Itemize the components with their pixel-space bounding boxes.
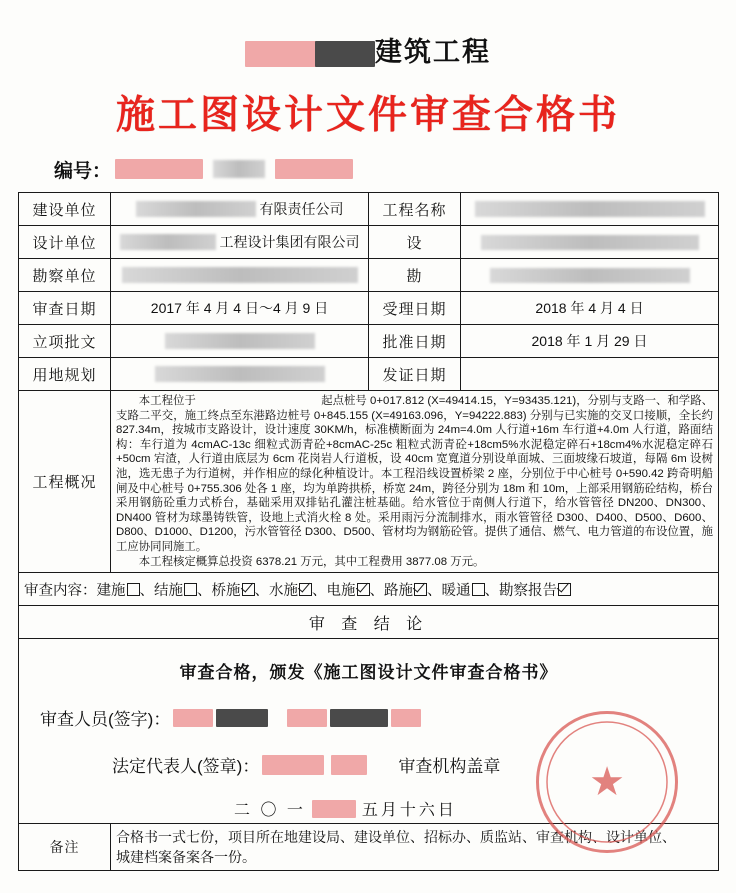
row-label-land-planning: 用地规划 <box>19 358 111 391</box>
row-value-review-date: 2017 年 4 月 4 日～4 月 9 日 <box>111 292 369 325</box>
redaction-block-signature-2 <box>216 709 268 727</box>
redaction-block <box>475 201 705 217</box>
redaction-block <box>120 234 216 250</box>
checkbox-lushi[interactable] <box>414 583 427 596</box>
row-label-survey-cert: 勘 <box>369 259 461 292</box>
row-label-project-overview: 工程概况 <box>19 391 111 573</box>
overview-paragraph-1: 本工程位于 起点桩号 0+017.812 (X=49414.15，Y=93435.121)，分别与支路一、和学路、支路二平交，施工终点至东港路边桩号 0+845.155 (X=49163.096，Y=94222.883) 分别与已实施的交叉口接顺，全长约 827.34m，按城市支路设计，设计速度 30KM/h，标准横断面为 24m=4.0m 人行道+16m 车行道+4.0m 人行道，路面结构：车行道为 4cmAC-13c 细粒式沥青砼+8cmAC-25c 粗粒式沥青砼+18cm5%水泥稳定碎石+18cm4%水泥稳定碎石+50cm 宕渣，人行道由底层为 6cm 花岗岩人行道板，设 40cm 宽寬道分别设单面城、三面坡缘石坡道，每隔 6m 设树池，选无患子为行道树，并作相应的绿化种植设计。本工程沿线设置桥梁 2 座，分别位于中心桩号 0+590.42 跨奇明船闸及中心桩号 0+755.306 处各 1 座，均为单跨拱桥，桥宽 24m，跨径分别为 18m 和 10m，上部采用钢筋砼结构，桥台采用钢筋砼重力式桥台，基础采用双排钻孔灌注桩基础。给水管位于南侧人行道下，给水管管径 DN200、DN300、DN400 管材为球墨铸铁管，设地上式消火栓 8 处。采用雨污分流制排水，雨水管管径 D300、D400、D500、D600、D800、D1000、D1200，污水管管径 D300、D500、管材均为钢筋砼管。提供了通信、燃气、电力管道的布设位置，施工应协同同施工。 <box>116 395 713 553</box>
remark-line-1: 合格书一式七份，项目所在地建设局、建设单位、招标办、质监站、审查机构、设计单位、 <box>116 829 676 846</box>
redaction-block-legal-1 <box>262 755 324 775</box>
redaction-block <box>490 268 690 283</box>
redaction-block-legal-2 <box>331 755 367 775</box>
row-label-survey-unit: 勘察单位 <box>19 259 111 292</box>
table-row-review-content <box>19 573 719 606</box>
row-value-project-name <box>461 193 719 226</box>
checkbox-kanchabaogao[interactable] <box>558 583 571 596</box>
document-header-org <box>18 0 718 70</box>
conclusion-title: 审查合格，颁发《施工图设计文件审查合格书》 <box>179 663 558 683</box>
redaction-block-signature-4 <box>330 709 388 727</box>
row-value-project-overview <box>111 391 719 573</box>
row-label-accept-date: 受理日期 <box>369 292 461 325</box>
checkbox-nuantong[interactable] <box>472 583 485 596</box>
row-label-design-cert: 设 <box>369 226 461 259</box>
row-value-survey-unit <box>111 259 369 292</box>
table-row <box>19 325 719 358</box>
review-item-6-label: 暖通 <box>441 582 471 599</box>
issue-date-part-1: 二 〇 一 <box>234 802 306 820</box>
row-value-land-planning <box>111 358 369 391</box>
table-row-conclusion-header <box>19 606 719 639</box>
redaction-block-signature-1 <box>173 709 213 727</box>
row-value-text: 工程设计集团有限公司 <box>219 234 360 250</box>
row-label-project-name: 工程名称 <box>369 193 461 226</box>
conclusion-header: 审 查 结 论 <box>19 606 719 639</box>
certificate-table <box>18 192 719 871</box>
row-value-accept-date: 2018 年 4 月 4 日 <box>461 292 719 325</box>
reviewer-label: 审查人员(签字)： <box>40 710 171 730</box>
remark-value <box>111 824 719 871</box>
redaction-block <box>165 333 315 349</box>
row-label-construction-unit: 建设单位 <box>19 193 111 226</box>
checkbox-jieshi[interactable] <box>184 583 197 596</box>
page-title: 施工图设计文件审查合格书 <box>115 92 620 138</box>
table-row <box>19 259 719 292</box>
row-label-project-approval: 立项批文 <box>19 325 111 358</box>
redaction-block <box>136 201 256 217</box>
redaction-block <box>155 366 325 382</box>
code-label: 编号： <box>54 160 112 182</box>
row-value-text: 有限责任公司 <box>259 201 344 217</box>
table-row <box>19 193 719 226</box>
redaction-block-code-3 <box>275 159 353 179</box>
overview-paragraph-2: 本工程核定概算总投资 6378.21 万元，其中工程费用 3877.08 万元。 <box>138 555 485 568</box>
redaction-block-org-2 <box>315 41 375 67</box>
redaction-block <box>122 267 358 283</box>
review-item-4-label: 电施 <box>326 582 356 599</box>
conclusion-body <box>19 639 719 824</box>
row-value-design-unit <box>111 226 369 259</box>
row-value-survey-cert <box>461 259 719 292</box>
reviewer-signature-row <box>40 705 713 730</box>
redaction-block <box>481 235 699 250</box>
review-item-5-label: 路施 <box>384 582 413 599</box>
table-row-conclusion-body <box>19 639 719 824</box>
table-row <box>19 292 719 325</box>
review-item-3-label: 水施 <box>269 582 298 599</box>
checkbox-jianshi[interactable] <box>127 583 140 596</box>
remark-line-2: 城建档案备案各一份。 <box>116 849 256 866</box>
legal-representative-row <box>112 752 713 777</box>
seal-star-icon: ★ <box>589 760 625 804</box>
row-value-design-cert <box>461 226 719 259</box>
checkbox-qiaoshi[interactable] <box>242 583 255 596</box>
review-content-cell: 审查内容：建施 、结施 、桥施 、水施 、电施 、路施 、暖通 、勘察报告 <box>19 573 719 606</box>
row-label-review-date: 审查日期 <box>19 292 111 325</box>
table-row <box>19 226 719 259</box>
issue-date-row <box>234 797 713 820</box>
row-value-project-approval <box>111 325 369 358</box>
redaction-block-code-2 <box>213 160 265 178</box>
row-value-approval-date: 2018 年 1 月 29 日 <box>461 325 719 358</box>
row-label-issue-date: 发证日期 <box>369 358 461 391</box>
legal-representative-label: 法定代表人(签章)： <box>112 757 260 777</box>
table-row <box>19 358 719 391</box>
review-item-1-label: 结施 <box>154 582 183 599</box>
review-item-7-label: 勘察报告 <box>499 582 557 599</box>
table-row-remark <box>19 824 719 871</box>
issue-date-part-2: 五月十六日 <box>361 802 457 820</box>
review-org-seal-label: 审查机构盖章 <box>398 757 501 777</box>
document-code-row <box>54 156 718 182</box>
redaction-block-signature-3 <box>287 709 327 727</box>
header-org-suffix: 建筑工程 <box>375 37 491 67</box>
remark-label: 备注 <box>19 824 111 871</box>
table-row-overview <box>19 391 719 573</box>
redaction-block-signature-5 <box>391 709 421 727</box>
row-label-approval-date: 批准日期 <box>369 325 461 358</box>
redaction-block-org-1 <box>245 41 317 67</box>
row-label-design-unit: 设计单位 <box>19 226 111 259</box>
review-item-0-label: 建施 <box>96 582 126 599</box>
review-item-2-label: 桥施 <box>211 582 241 599</box>
row-value-construction-unit <box>111 193 369 226</box>
redaction-block-code-1 <box>115 159 203 179</box>
redaction-block-date <box>312 800 356 818</box>
checkbox-dianshi[interactable] <box>357 583 370 596</box>
checkbox-shuishi[interactable] <box>299 583 312 596</box>
row-value-issue-date <box>461 358 719 391</box>
review-content-label: 审查内容： <box>24 582 97 599</box>
